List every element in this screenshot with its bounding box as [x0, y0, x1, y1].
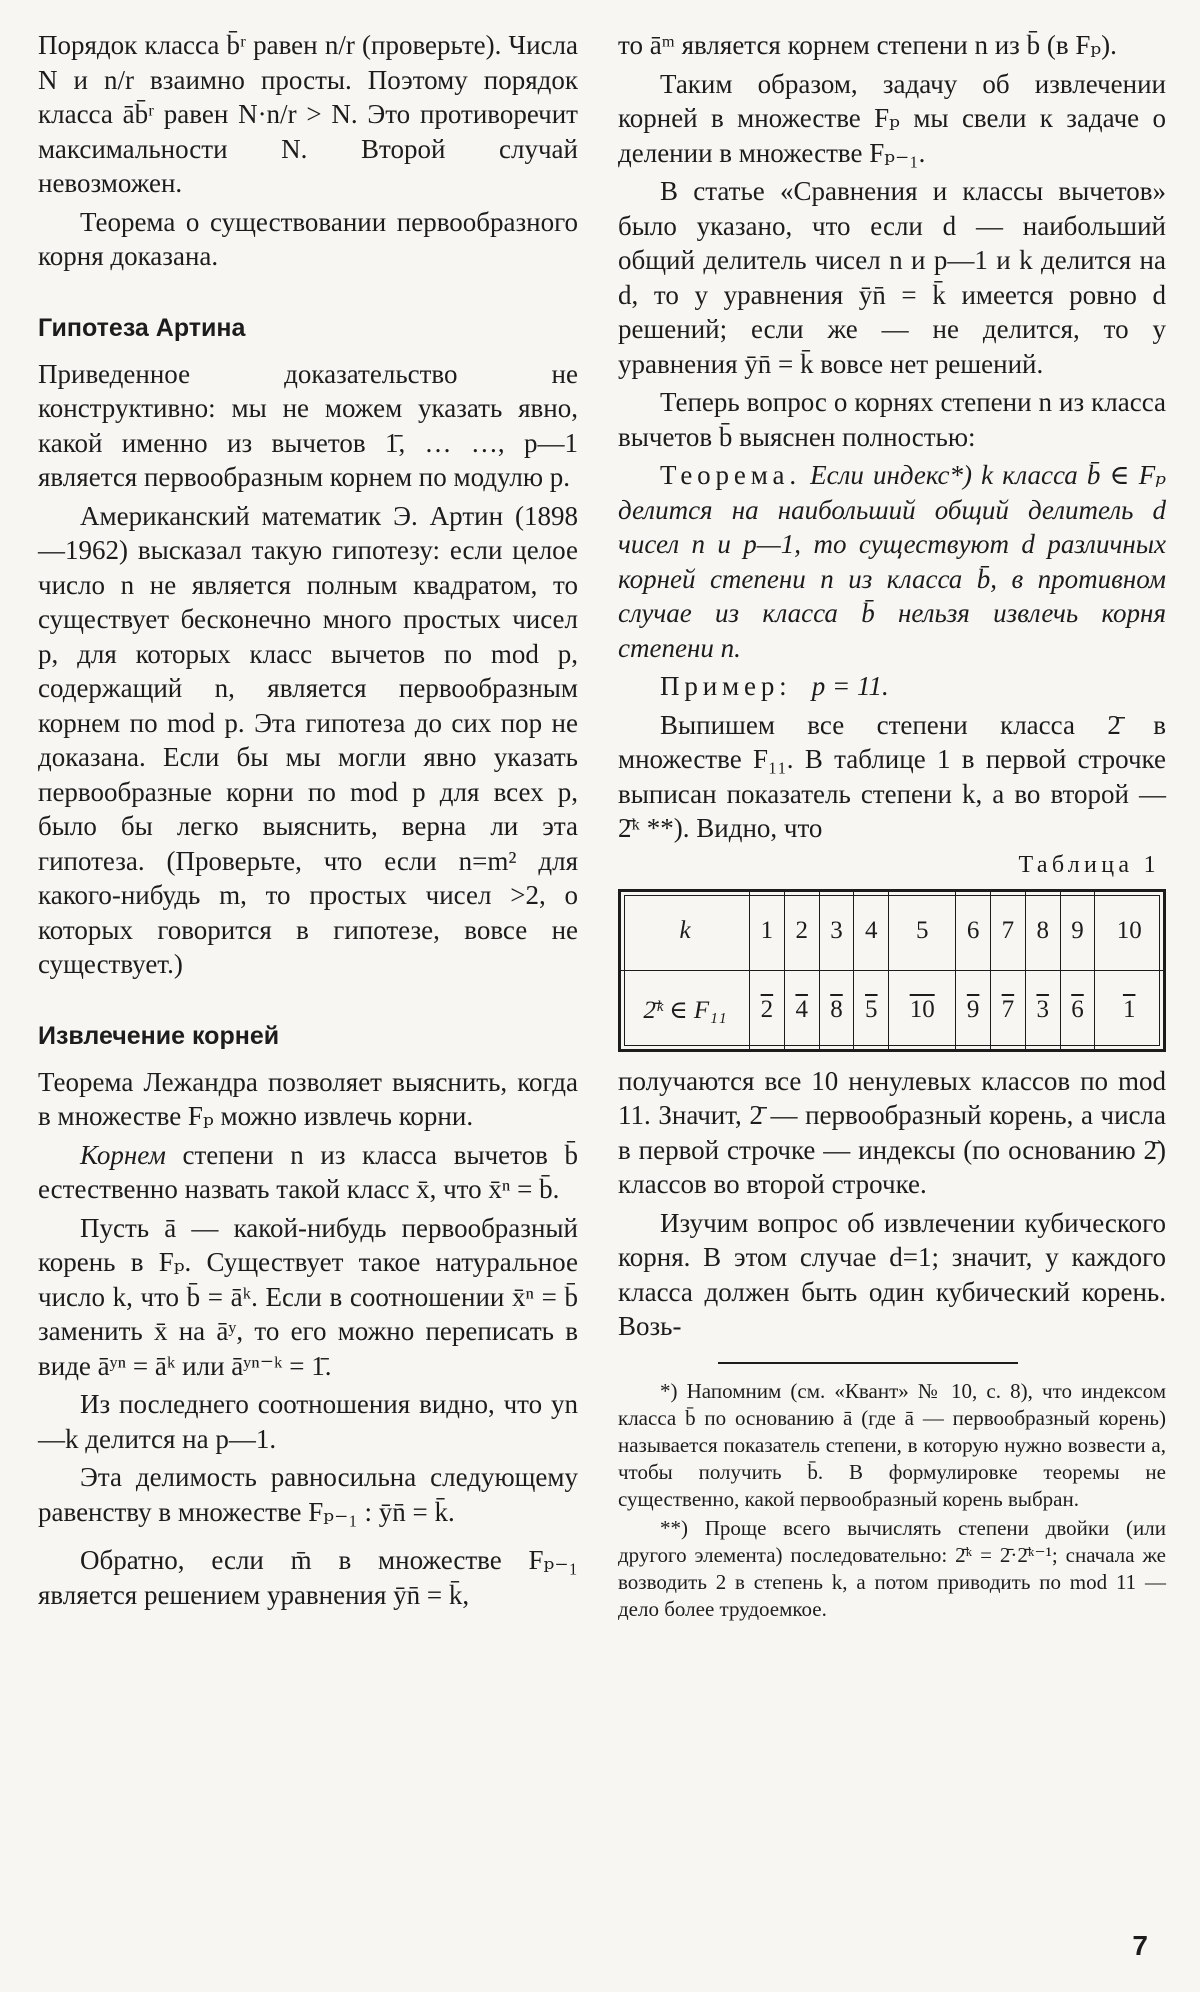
paragraph-root-definition [38, 1138, 578, 1207]
table-header-k: k [620, 890, 750, 970]
paragraph-congruence-reference: В статье «Сравнения и классы вычетов» было указано, что если d — наибольший общий делитель чисел n и p—1 и k делится на d, то у уравнения ȳn̄ = k̄ имеется ровно d решений; если же — не делится, то у уравнения ȳn̄ = k̄ вовсе нет решений. [618, 176, 1166, 379]
table-cell-power: 10 [889, 970, 956, 1050]
paragraph-artin-hypothesis: Американский математик Э. Артин (1898—1962) высказал такую гипотезу: если целое число n не является полным квадратом, то существует бесконечно много простых чисел p, для которых класс вычетов по mod p, содержащий n, является первообразным корнем по mod p. Эта гипотеза до сих пор не доказана. Если бы мы могли явно указать первообразные корни по mod p для всех p, было бы легко выяснить, верна ли эта гипотеза. (Проверьте, что если n=m² для какого-нибудь m, то простых чисел >2, о которых говорится в гипотезе, вовсе не существует.) [38, 500, 578, 979]
table-cell-power: 4 [784, 970, 819, 1050]
table-cell-power: 6 [1060, 970, 1095, 1050]
paragraph-equivalence: Эта делимость равносильна следующему равенству в множестве Fₚ₋₁ : ȳn̄ = k̄. [38, 1462, 578, 1527]
table-cell-k: 10 [1095, 890, 1165, 970]
footnote-index: *) Напомним (см. «Квант» № 10, с. 8), что индексом класса b̄ по основанию ā (где ā — первообразный корень) называется показатель степени, в которую нужно возвести a, чтобы получить b̄. В формулировке теоремы не существенно, какой первообразный корень выбран. [618, 1378, 1166, 1511]
paragraph-nonconstructive: Приведенное доказательство не конструктивно: мы не можем указать явно, какой именно из вычетов 1̄, … …, p—1 является первообразным корнем по модулю p. [38, 358, 578, 492]
table-cell-k: 5 [889, 890, 956, 970]
table-cell-k: 4 [854, 890, 889, 970]
term-root: Корнем [80, 1139, 166, 1170]
right-column [618, 28, 1166, 1623]
table-cell-power: 2 [750, 970, 785, 1050]
table-cell-power: 7 [991, 970, 1026, 1050]
table-caption: Таблица 1 [1018, 851, 1160, 878]
table-cell-power: 3 [1025, 970, 1060, 1050]
paragraph-example [618, 669, 1166, 704]
table-cell-power: 9 [956, 970, 991, 1050]
table-cell-power: 5 [854, 970, 889, 1050]
paragraph-cube-root: Изучим вопрос об извлечении кубического корня. В этом случае d=1; значит, у каждого класса должен быть один кубический корень. Возь- [618, 1207, 1166, 1341]
heading-root-extraction: Извлечение корней [38, 1021, 280, 1050]
table-cell-k: 2 [784, 890, 819, 970]
paragraph-legendre: Теорема Лежандра позволяет выяснить, когда в множестве Fₚ можно извлечь корни. [38, 1066, 578, 1131]
root-definition-text: степени n из класса вычетов b̄ естественно назвать такой класс x̄, что x̄ⁿ = b̄. [38, 1139, 578, 1204]
heading-artin-conjecture: Гипотеза Артина [38, 313, 246, 342]
theorem-statement: Если индекс*) k класса b̄ ∈ Fₚ делится на наибольший общий делитель d чисел n и p—1, то существуют d различных корней степени n из класса b̄, в противном случае из класса b̄ нельзя извлечь корня степени n. [618, 460, 1167, 663]
paragraph-primitive-root: Пусть ā — какой-нибудь первообразный корень в Fₚ. Существует такое натуральное число k, что b̄ = āᵏ. Если в соотношении x̄ⁿ = b̄ заменить x̄ на āʸ, то его можно переписать в виде āʸⁿ = āᵏ или āʸⁿ⁻ᵏ = 1̄. [38, 1212, 578, 1381]
example-label: Пример: [660, 671, 792, 701]
paragraph-theorem [618, 458, 1166, 665]
table-row-k [620, 890, 1165, 970]
footnotes [618, 1378, 1166, 1623]
paragraph-converse: Обратно, если m̄ в множестве Fₚ₋₁ является решением уравнения ȳn̄ = k̄, [38, 1545, 578, 1610]
table-cell-k: 3 [819, 890, 854, 970]
left-column [38, 28, 578, 1612]
paragraph-powers-of-two: Выпишем все степени класса 2̄ в множестве F₁₁. В таблице 1 в первой строчке выписан показатель степени k, а во второй — 2̄ᵏ **). Видно, что [618, 709, 1166, 843]
table-cell-k: 7 [991, 890, 1026, 970]
table-header-powers: 2̄ᵏ ∈ F₁₁ [620, 970, 750, 1050]
powers-table [618, 889, 1166, 1052]
table-cell-k: 1 [750, 890, 785, 970]
paragraph-theorem-proven: Теорема о существовании первообразного корня доказана. [38, 206, 578, 271]
table-cell-k: 9 [1060, 890, 1095, 970]
theorem-label: Теорема. [660, 460, 801, 490]
paragraph-reduction: Таким образом, задачу об извлечении корней в множестве Fₚ мы свели к задаче о делении в множестве Fₚ₋₁. [618, 68, 1166, 168]
page-number: 7 [1132, 1930, 1148, 1961]
example-value: p = 11. [811, 671, 889, 701]
paragraph-order-argument: Порядок класса b̄ʳ равен n/r (проверьте). Числа N и n/r взаимно просты. Поэтому порядок класса āb̄ʳ равен N·n/r > N. Это противоречит максимальности N. Второй случай невозможен. [38, 30, 578, 198]
footnote-powers: **) Проще всего вычислять степени двойки (или другого элемента) последовательно: 2̄ᵏ = 2̄·2̄ᵏ⁻¹; сначала же возводить 2 в степень k, а потом приводить по mod 11 — дело более трудоемкое. [618, 1515, 1166, 1621]
table-cell-k: 6 [956, 890, 991, 970]
table-row-powers [620, 970, 1165, 1050]
paragraph-root-conclusion: то āᵐ является корнем степени n из b̄ (в Fₚ). [618, 30, 1117, 60]
paragraph-all-classes: получаются все 10 ненулевых классов по mod 11. Значит, 2̄ — первообразный корень, а числа в первой строчке — индексы (по основанию 2̄) классов во второй строчке. [618, 1065, 1166, 1199]
table-cell-k: 8 [1025, 890, 1060, 970]
footnote-divider [718, 1362, 1018, 1364]
paragraph-divisibility: Из последнего соотношения видно, что yn—k делится на p—1. [38, 1389, 578, 1454]
table-cell-power: 8 [819, 970, 854, 1050]
paragraph-question-resolved: Теперь вопрос о корнях степени n из класса вычетов b̄ выяснен полностью: [618, 387, 1166, 452]
table-cell-power: 1 [1095, 970, 1165, 1050]
